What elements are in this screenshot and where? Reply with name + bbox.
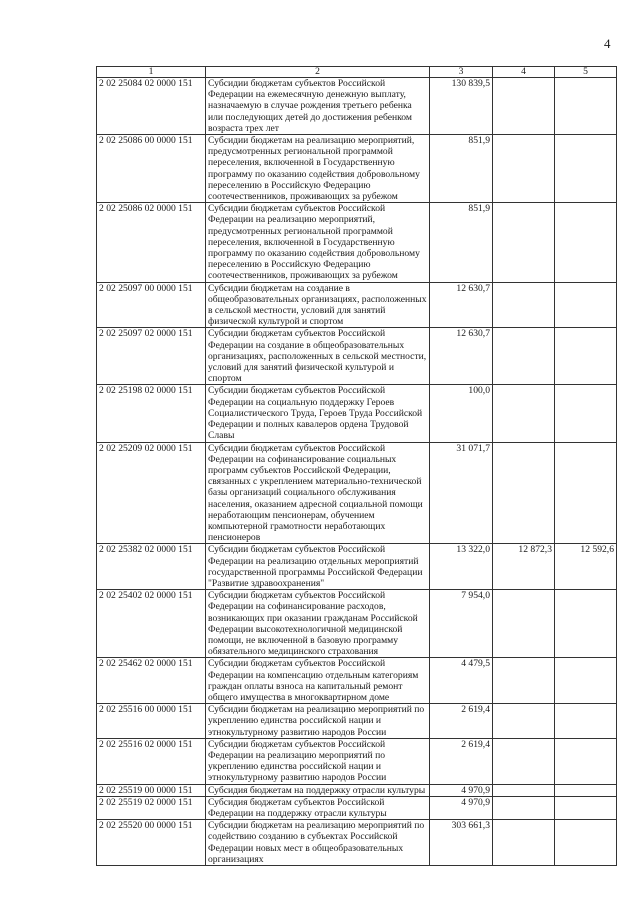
amount-col-3: 31 071,7	[430, 442, 493, 544]
amount-col-5	[555, 203, 617, 282]
budget-code: 2 02 25097 00 0000 151	[97, 282, 206, 328]
table-row	[97, 78, 617, 135]
amount-col-3: 7 954,0	[430, 590, 493, 658]
amount-col-4: 12 872,3	[493, 544, 555, 590]
amount-col-4	[493, 738, 555, 784]
table-row	[97, 796, 617, 819]
item-name: Субсидии бюджетам на реализацию мероприятий по укреплению единства российской нации и этнокультурному развитию народов России	[206, 704, 430, 739]
budget-table	[96, 66, 617, 866]
amount-col-5	[555, 590, 617, 658]
item-name: Субсидии бюджетам субъектов Российской Федерации на социальную поддержку Героев Социалистического Труда, Героев Труда Российской Федерации и полных кавалеров ордена Трудовой Славы	[206, 385, 430, 442]
item-name: Субсидии бюджетам на реализацию мероприятий по содействию созданию в субъектах Российской Федерации новых мест в общеобразовательных организациях	[206, 820, 430, 866]
amount-col-4	[493, 385, 555, 442]
item-name: Субсидия бюджетам субъектов Российской Федерации на поддержку отрасли культуры	[206, 796, 430, 819]
amount-col-4	[493, 203, 555, 282]
amount-col-3: 2 619,4	[430, 704, 493, 739]
budget-code: 2 02 25097 02 0000 151	[97, 328, 206, 385]
amount-col-3: 12 630,7	[430, 282, 493, 328]
table-row	[97, 704, 617, 739]
item-name: Субсидии бюджетам субъектов Российской Федерации на реализацию отдельных мероприятий государственной программы Российской Федерации "Развитие здравоохранения"	[206, 544, 430, 590]
amount-col-4	[493, 328, 555, 385]
header-col-4: 4	[493, 67, 555, 78]
amount-col-4	[493, 590, 555, 658]
amount-col-4	[493, 658, 555, 704]
item-name: Субсидии бюджетам на реализацию мероприятий, предусмотренных региональной программой переселения, включенной в Государственную программу по оказанию содействия добровольному переселению в Российскую Федерацию соотечественников, проживающих за рубежом	[206, 135, 430, 203]
amount-col-5	[555, 385, 617, 442]
table-row	[97, 820, 617, 866]
table-row	[97, 135, 617, 203]
item-name: Субсидии бюджетам на создание в общеобразовательных организациях, расположенных в сельской местности, условий для занятий физической культурой и спортом	[206, 282, 430, 328]
amount-col-3: 100,0	[430, 385, 493, 442]
amount-col-3: 4 479,5	[430, 658, 493, 704]
table-row	[97, 544, 617, 590]
amount-col-4	[493, 78, 555, 135]
amount-col-4	[493, 135, 555, 203]
amount-col-3: 851,9	[430, 203, 493, 282]
amount-col-4	[493, 282, 555, 328]
table-header-row	[97, 67, 617, 78]
item-name: Субсидии бюджетам субъектов Российской Федерации на ежемесячную денежную выплату, назначаемую в случае рождения третьего ребенка или последующих детей до достижения ребенком возраста трех лет	[206, 78, 430, 135]
amount-col-5	[555, 738, 617, 784]
budget-code: 2 02 25198 02 0000 151	[97, 385, 206, 442]
amount-col-5	[555, 820, 617, 866]
budget-code: 2 02 25516 02 0000 151	[97, 738, 206, 784]
table-row	[97, 738, 617, 784]
budget-code: 2 02 25382 02 0000 151	[97, 544, 206, 590]
table-row	[97, 385, 617, 442]
table-row	[97, 442, 617, 544]
table-row	[97, 590, 617, 658]
budget-code: 2 02 25084 02 0000 151	[97, 78, 206, 135]
table-row	[97, 784, 617, 796]
item-name: Субсидии бюджетам субъектов Российской Федерации на софинансирование расходов, возникающих при оказании гражданам Российской Федерации высокотехнологичной медицинской помощи, не включенной в базовую программу обязательного медицинского страхования	[206, 590, 430, 658]
amount-col-3: 4 970,9	[430, 784, 493, 796]
budget-code: 2 02 25519 02 0000 151	[97, 796, 206, 819]
amount-col-4	[493, 820, 555, 866]
item-name: Субсидии бюджетам субъектов Российской Федерации на софинансирование социальных программ субъектов Российской Федерации, связанных с укреплением материально-технической базы организаций социального обслуживания населения, оказанием адресной социальной помощи неработающим пенсионерам, обучением компьютерной грамотности неработающих пенсионеров	[206, 442, 430, 544]
amount-col-5: 12 592,6	[555, 544, 617, 590]
amount-col-5	[555, 78, 617, 135]
amount-col-5	[555, 135, 617, 203]
amount-col-4	[493, 784, 555, 796]
amount-col-3: 13 322,0	[430, 544, 493, 590]
header-col-5: 5	[555, 67, 617, 78]
amount-col-3: 4 970,9	[430, 796, 493, 819]
amount-col-3: 12 630,7	[430, 328, 493, 385]
budget-code: 2 02 25516 00 0000 151	[97, 704, 206, 739]
amount-col-3: 2 619,4	[430, 738, 493, 784]
amount-col-4	[493, 796, 555, 819]
budget-code: 2 02 25086 00 0000 151	[97, 135, 206, 203]
header-col-1: 1	[97, 67, 206, 78]
table-row	[97, 282, 617, 328]
amount-col-4	[493, 442, 555, 544]
item-name: Субсидии бюджетам субъектов Российской Федерации на создание в общеобразовательных организациях, расположенных в сельской местности, условий для занятий физической культурой и спортом	[206, 328, 430, 385]
amount-col-5	[555, 442, 617, 544]
budget-code: 2 02 25209 02 0000 151	[97, 442, 206, 544]
table-row	[97, 658, 617, 704]
table-row	[97, 203, 617, 282]
budget-code: 2 02 25520 00 0000 151	[97, 820, 206, 866]
amount-col-5	[555, 784, 617, 796]
header-col-2: 2	[206, 67, 430, 78]
amount-col-3: 130 839,5	[430, 78, 493, 135]
budget-code: 2 02 25402 02 0000 151	[97, 590, 206, 658]
page-number: 4	[604, 36, 611, 51]
amount-col-3: 851,9	[430, 135, 493, 203]
amount-col-5	[555, 658, 617, 704]
budget-code: 2 02 25519 00 0000 151	[97, 784, 206, 796]
header-col-3: 3	[430, 67, 493, 78]
amount-col-5	[555, 796, 617, 819]
item-name: Субсидии бюджетам субъектов Российской Федерации на реализацию мероприятий, предусмотренных региональной программой переселения, включенной в Государственную программу по оказанию содействия добровольному переселению в Российскую Федерацию соотечественников, проживающих за рубежом	[206, 203, 430, 282]
amount-col-4	[493, 704, 555, 739]
item-name: Субсидия бюджетам на поддержку отрасли культуры	[206, 784, 430, 796]
amount-col-5	[555, 704, 617, 739]
amount-col-5	[555, 328, 617, 385]
budget-code: 2 02 25462 02 0000 151	[97, 658, 206, 704]
budget-code: 2 02 25086 02 0000 151	[97, 203, 206, 282]
amount-col-3: 303 661,3	[430, 820, 493, 866]
amount-col-5	[555, 282, 617, 328]
item-name: Субсидии бюджетам субъектов Российской Федерации на реализацию мероприятий по укреплению единства российской нации и этнокультурному развитию народов России	[206, 738, 430, 784]
table-row	[97, 328, 617, 385]
item-name: Субсидии бюджетам субъектов Российской Федерации на компенсацию отдельным категориям граждан оплаты взноса на капитальный ремонт общего имущества в многоквартирном доме	[206, 658, 430, 704]
